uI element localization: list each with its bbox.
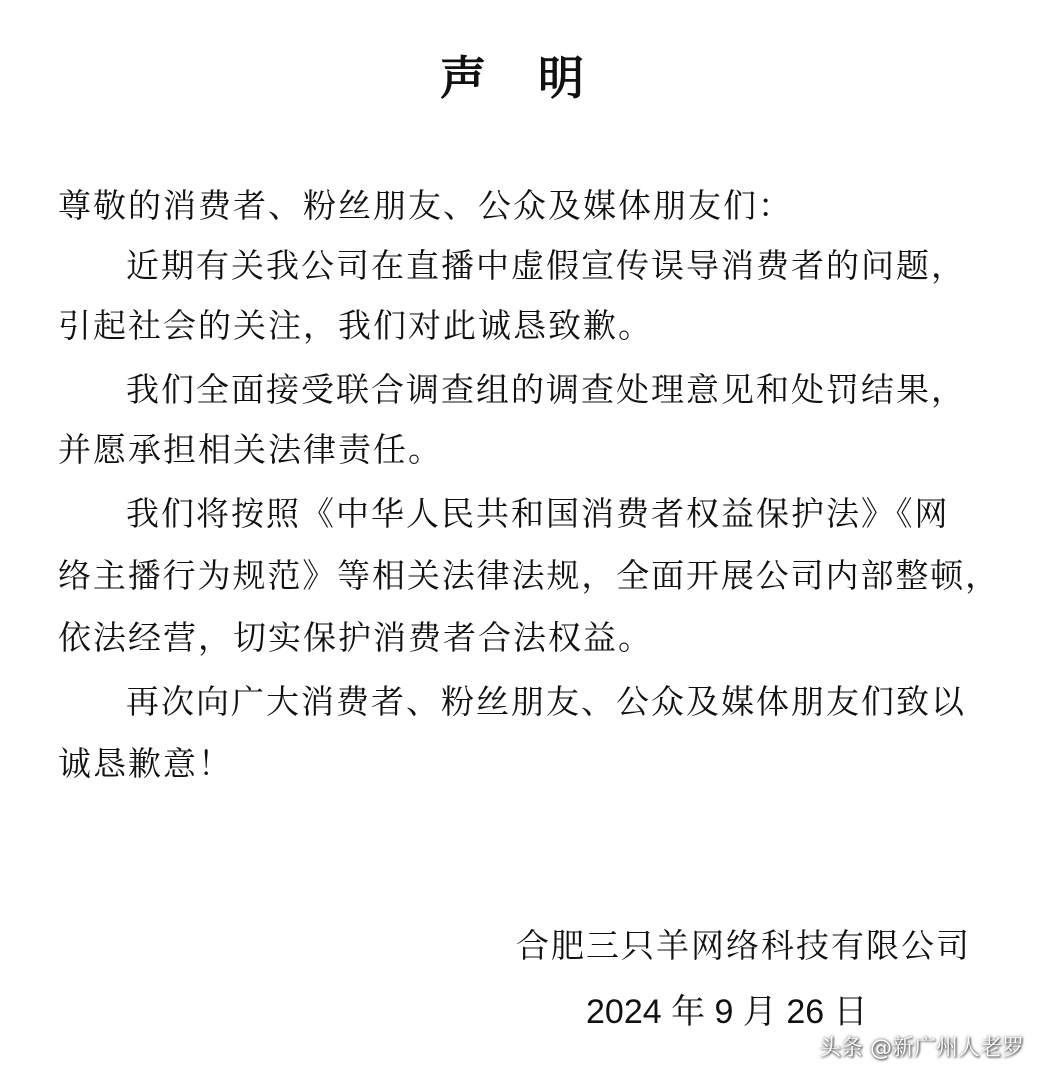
paragraph-2-line-1: 我们全面接受联合调查组的调查处理意见和处罚结果， <box>126 370 966 409</box>
document-title: 声 明 <box>439 51 602 105</box>
paragraph-3-line-2: 络主播行为规范》等相关法律法规，全面开展公司内部整顿， <box>58 556 1000 595</box>
paragraph-3-line-1: 我们将按照《中华人民共和国消费者权益保护法》《网 <box>126 494 950 533</box>
paragraph-2-line-2: 并愿承担相关法律责任。 <box>58 430 443 469</box>
paragraph-4-line-2: 诚恳歉意！ <box>58 744 233 783</box>
source-watermark: 头条 @新广州人老罗 <box>819 1036 1024 1061</box>
company-signature: 合肥三只羊网络科技有限公司 <box>516 926 971 965</box>
paragraph-1-line-2: 引起社会的关注，我们对此诚恳致歉。 <box>58 306 653 345</box>
paragraph-1-line-1: 近期有关我公司在直播中虚假宣传误导消费者的问题， <box>126 246 966 285</box>
paragraph-3-line-3: 依法经营，切实保护消费者合法权益。 <box>58 618 653 657</box>
salutation: 尊敬的消费者、粉丝朋友、公众及媒体朋友们： <box>58 186 793 225</box>
statement-date: 2024 年 9 月 26 日 <box>586 993 868 1031</box>
paragraph-4-line-1: 再次向广大消费者、粉丝朋友、公众及媒体朋友们致以 <box>126 682 966 721</box>
